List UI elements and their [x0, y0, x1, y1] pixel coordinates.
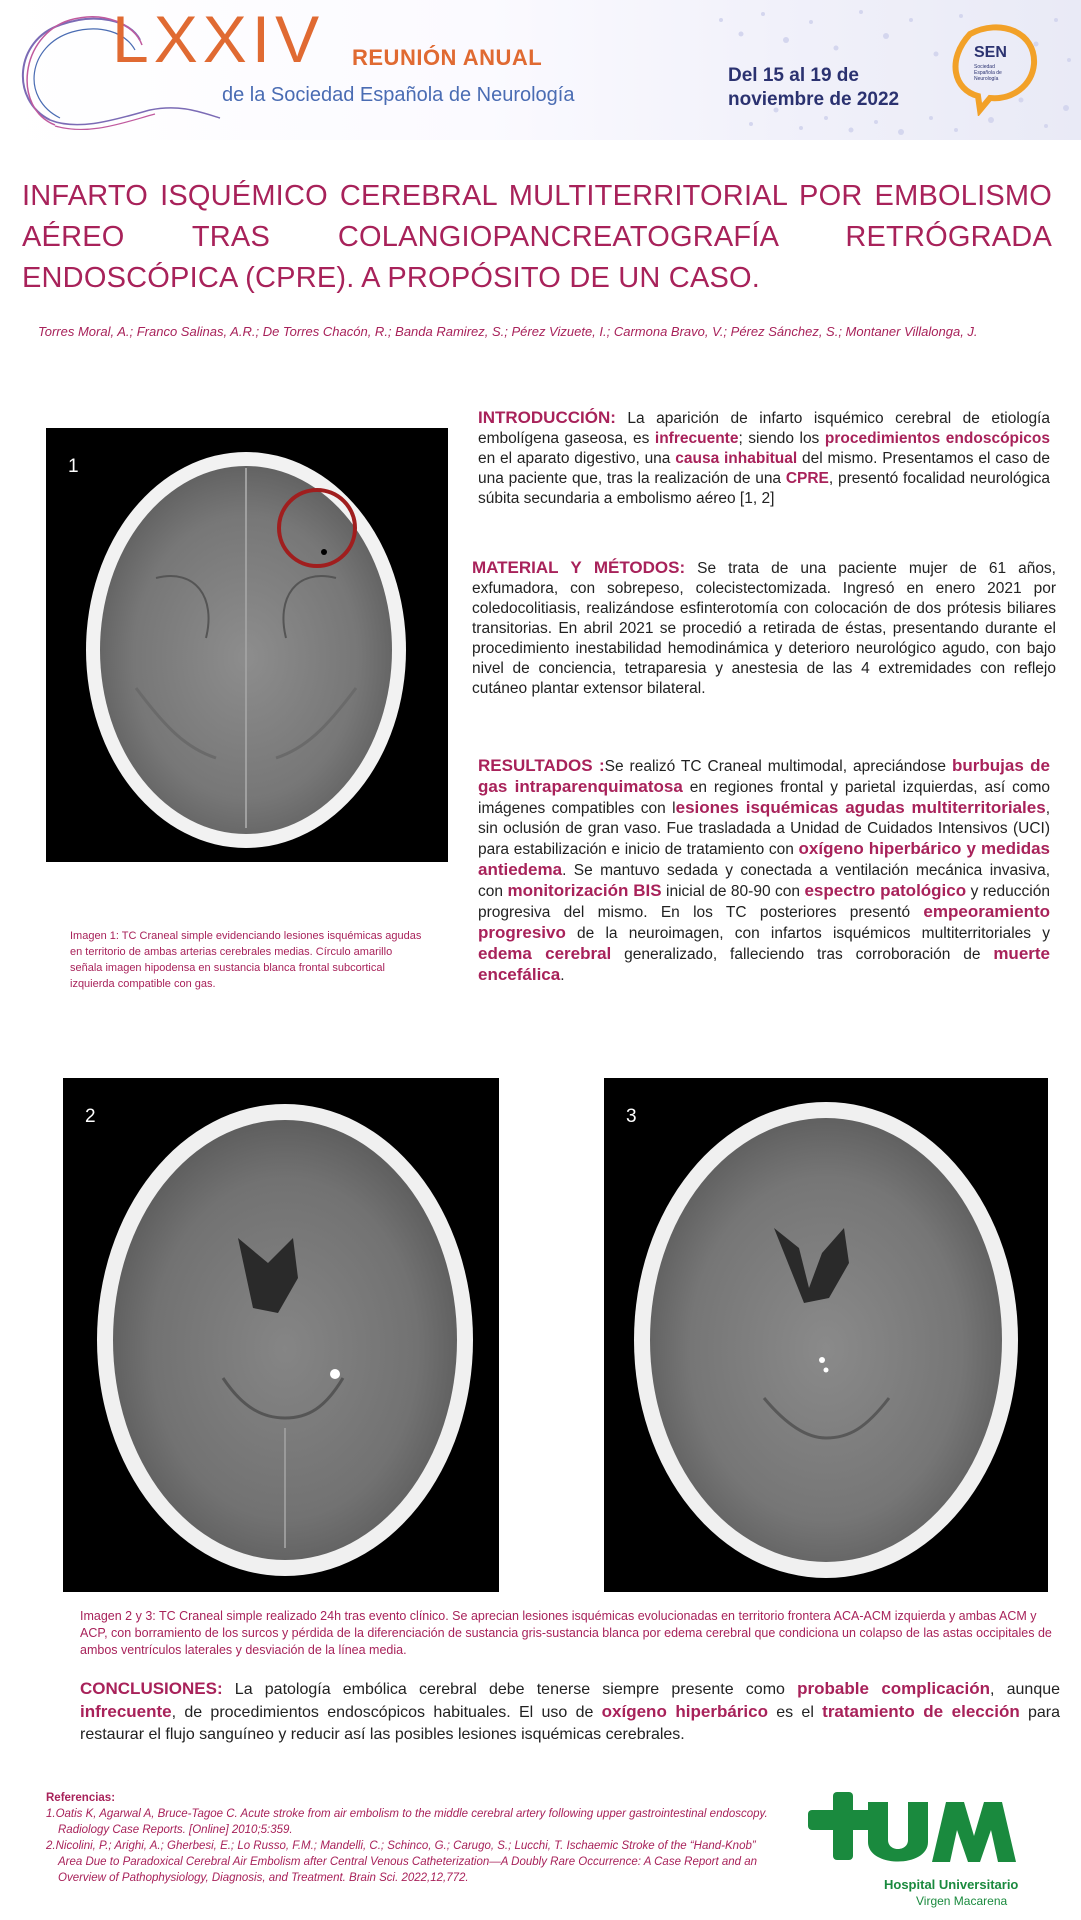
introduction-section: INTRODUCCIÓN: La aparición de infarto isquémico cerebral de etiología embolígena gaseosa, es infrecuente; siendo los procedimientos endoscópicos en el aparato digestivo, una causa inhabitual del mismo. Presentamos el caso de una paciente que, tras la realización de una CPRE, presentó focalidad neurológica súbita secundaria a embolismo aéreo [1, 2]: [478, 408, 1051, 507]
meeting-dates: Del 15 al 19 de noviembre de 2022: [728, 65, 900, 110]
sen-logo-text: SEN: [974, 44, 1007, 61]
conference-header: [0, 0, 1081, 140]
methods-heading: MATERIAL Y MÉTODOS:: [472, 558, 686, 577]
sen-logo-subtitle: Sociedad Española de Neurología: [974, 64, 1002, 82]
edition-roman-numeral: LXXIV: [112, 2, 325, 76]
image-number-1: 1: [68, 456, 79, 477]
hospital-name: Hospital Universitario: [884, 1877, 1019, 1892]
poster-title: INFARTO ISQUÉMICO CEREBRAL MULTITERRITORIAL POR EMBOLISMO AÉREO TRAS COLANGIOPANCREATOGRAFÍA RETRÓGRADA ENDOSCÓPICA (CPRE). A PROPÓSITO DE UN CASO.: [22, 180, 1052, 294]
reference-item: 2.Nicolini, P.; Arighi, A.; Gherbesi, E.; Lo Russo, F.M.; Mandelli, C.; Schinco, G.; Carugo, S.; Lucchi, T. Ischaemic Stroke of the “Hand-Knob” Area Due to Paradoxical Cerebral Air Embolism after Central Venous Catheterization—A Doubly Rare Occurrence: A Case Report and an Overview of Pathophysiology, Diagnosis, and Treatment. Brain Sci. 2022,12,772.: [46, 1840, 758, 1884]
ct-image-3: [604, 1078, 1048, 1592]
references-section: [46, 1790, 776, 1886]
brain-ct-axial-1: [46, 428, 448, 862]
introduction-heading: INTRODUCCIÓN:: [478, 408, 616, 427]
image-number-3: 3: [626, 1106, 637, 1127]
hospital-subtitle: Virgen Macarena: [916, 1894, 1008, 1908]
results-heading: RESULTADOS :: [478, 756, 605, 775]
methods-section: MATERIAL Y MÉTODOS: Se trata de una paciente mujer de 61 años, exfumadora, con sobrepeso, colecistectomizada. Ingresó en enero 2021 por coledocolitiasis, realizándose esfinterotomía con colocación de dos prótesis biliares transitorias. En abril 2021 se procedió a retirada de éstas, presentando durante el procedimiento inestabilidad hemodinámica y deterioro neurológico agudo, con bajo nivel de conciencia, tetraparesia y anestesia de las 4 extremidades con reflejo cutáneo plantar extensor bilateral.: [472, 558, 1056, 697]
ct-image-1: [46, 428, 448, 862]
caption-images-2-3: Imagen 2 y 3: TC Craneal simple realizado 24h tras evento clínico. Se aprecian lesiones isquémicas evolucionadas en territorio frontera ACA-ACM izquierda y ambas ACM y ACP, con borramiento de los surcos y pérdida de la diferenciación de sustancia gris-sustancia blanca por edema cerebral que condiciona un colapso de las astas occipitales de ambos ventrículos laterales y desviación de la línea media.: [80, 1609, 1052, 1657]
references-heading: Referencias:: [46, 1792, 116, 1804]
caption-image-1: Imagen 1: TC Craneal simple evidenciando lesiones isquémicas agudas en territorio de ambas arterias cerebrales medias. Círculo amarillo señala imagen hipodensa en sustancia blanca frontal subcortical izquierda compatible con gas.: [70, 930, 422, 990]
conclusions-heading: CONCLUSIONES:: [80, 1679, 223, 1698]
image-number-2: 2: [85, 1106, 96, 1127]
brain-ct-axial-2: [63, 1078, 499, 1592]
ct-image-2: [63, 1078, 499, 1592]
society-name: de la Sociedad Española de Neurología: [222, 84, 575, 106]
authors-list: Torres Moral, A.; Franco Salinas, A.R.; De Torres Chacón, R.; Banda Ramirez, S.; Pérez Vizuete, I.; Carmona Bravo, V.; Pérez Sánchez, S.; Montaner Villalonga, J.: [38, 324, 978, 339]
conclusions-section: CONCLUSIONES: La patología embólica cerebral debe tenerse siempre presente como probable complicación, aunque infrecuente, de procedimientos endoscópicos habituales. El uso de oxígeno hiperbárico es el tratamiento de elección para restaurar el flujo sanguíneo y reducir así las posibles lesiones isquémicas cerebrales.: [80, 1679, 1061, 1743]
results-section: RESULTADOS :Se realizó TC Craneal multimodal, apreciándose burbujas de gas intraparenquimatosa en regiones frontal y parietal izquierdas, así como imágenes compatibles con lesiones isquémicas agudas multiterritoriales, sin oclusión de gran vaso. Fue trasladada a Unidad de Cuidados Intensivos (UCI) para estabilización e inicio de tratamiento con oxígeno hiperbárico y medidas antiedema. Se mantuvo sedada y conectada a ventilación mecánica invasiva, con monitorización BIS inicial de 80-90 con espectro patológico y reducción progresiva del mismo. En los TC posteriores presentó empeoramiento progresivo de la neuroimagen, con infartos isquémicos multiterritoriales y edema cerebral generalizado, falleciendo tras corroboración de muerte encefálica.: [478, 756, 1051, 984]
meeting-name: REUNIÓN ANUAL: [352, 45, 543, 70]
brain-ct-axial-3: [604, 1078, 1048, 1592]
reference-item: 1.Oatis K, Agarwal A, Bruce-Tagoe C. Acute stroke from air embolism to the middle cerebral artery following upper gastrointestinal endoscopy. Radiology Case Reports. [Online] 2010;5:359.: [46, 1808, 768, 1836]
